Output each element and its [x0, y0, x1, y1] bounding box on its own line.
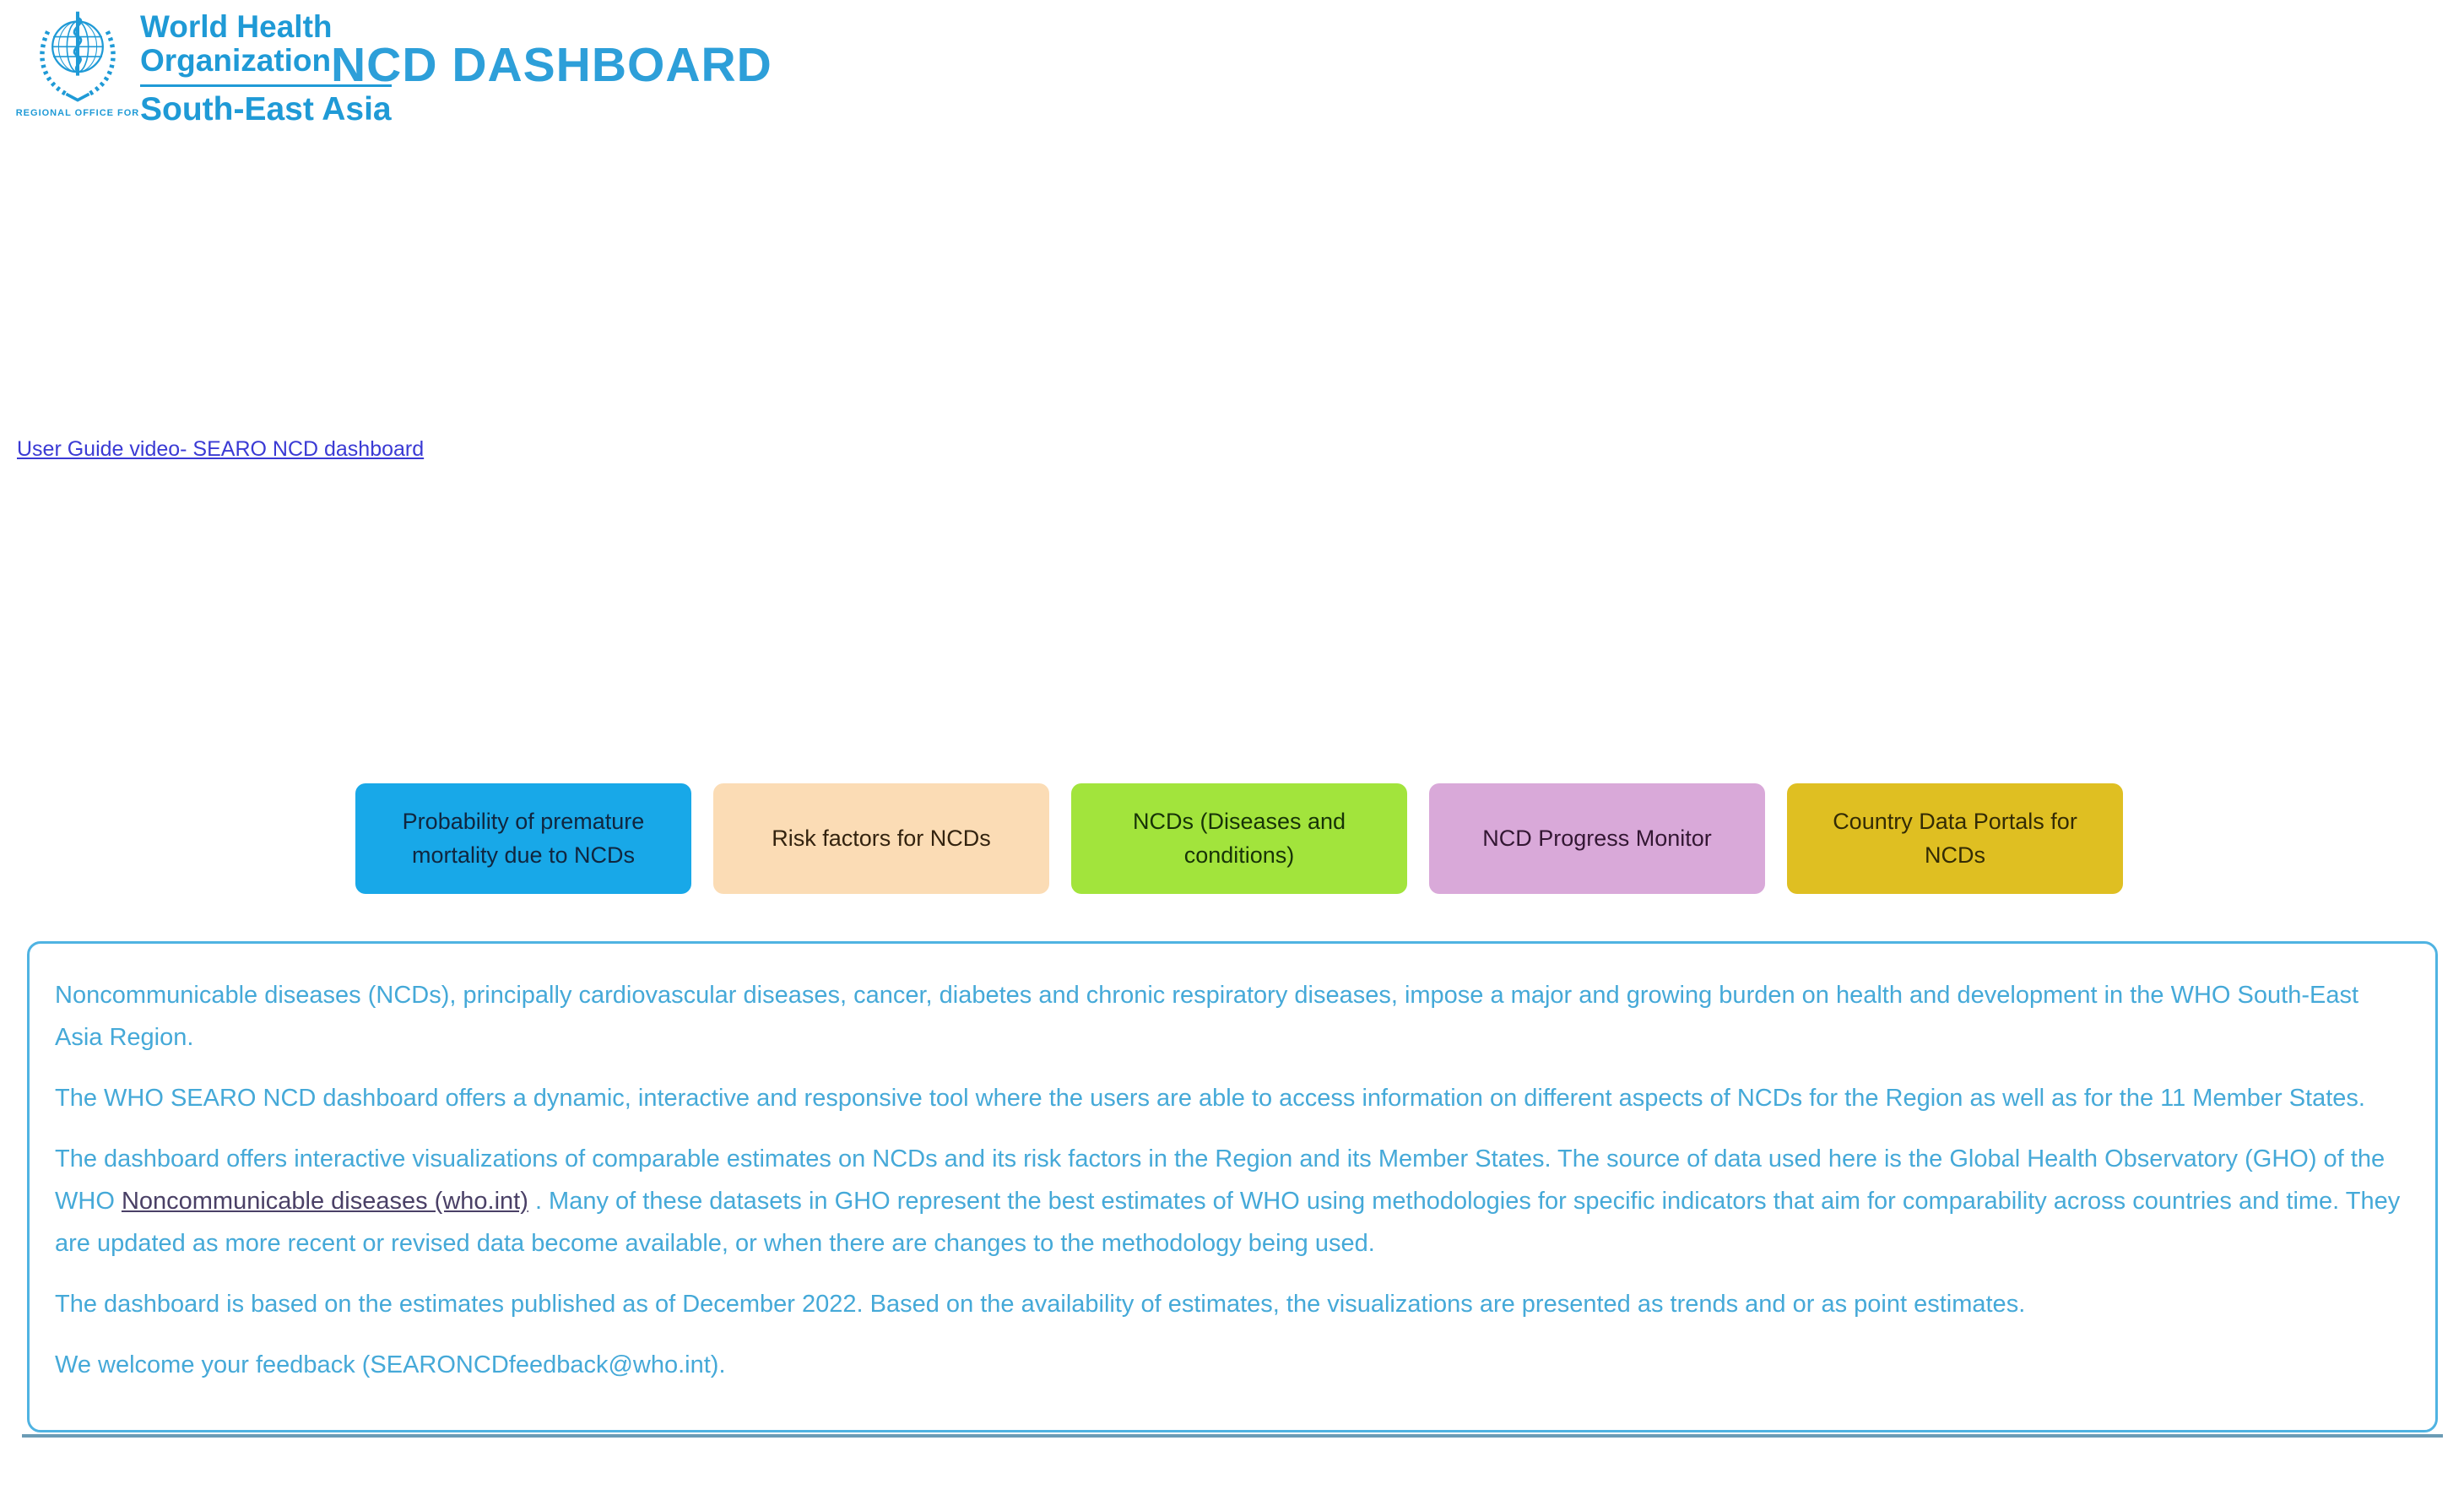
page-title: NCD DASHBOARD [331, 38, 772, 92]
description-paragraph-3 [55, 1138, 2410, 1264]
description-paragraph-4: The dashboard is based on the estimates published as of December 2022. Based on the availability of estimates, the visualizations are presented as trends and or as point estimates. [55, 1291, 2026, 1318]
tab-ncd-diseases-conditions[interactable]: NCDs (Diseases and conditions) [1071, 783, 1407, 894]
tab-ncd-progress-monitor[interactable]: NCD Progress Monitor [1429, 783, 1765, 894]
tab-premature-mortality[interactable]: Probability of premature mortality due to NCDs [355, 783, 691, 894]
description-paragraph-3-after: . Many of these datasets in GHO represent the best estimates of WHO using methodologies for specific indicators that aim for comparability across countries and time. They are updated as more recent or revised data become available, or when there are changes to the methodology being used. [55, 1188, 2401, 1257]
regional-office-label: REGIONAL OFFICE FOR [15, 108, 140, 118]
tab-country-data-portals[interactable]: Country Data Portals for NCDs [1787, 783, 2123, 894]
who-emblem [15, 10, 140, 118]
description-paragraph-3-before: The dashboard offers interactive visualizations of comparable estimates on NCDs and its risk factors in the Region and its Member States. The source of data used here is the Global Health Observatory (GHO) of the WHO [55, 1145, 2385, 1215]
description-paragraph-5: We welcome your feedback (SEARONCDfeedback@who.int). [55, 1351, 726, 1378]
description-paragraph-2: The WHO SEARO NCD dashboard offers a dynamic, interactive and responsive tool where the users are able to access information on different aspects of NCDs for the Region as well as for the 11 Member States. [55, 1085, 2365, 1112]
dashboard-description-box [27, 941, 2438, 1432]
who-region-label: South-East Asia [140, 91, 392, 127]
description-paragraph-1: Noncommunicable diseases (NCDs), principally cardiovascular diseases, cancer, diabetes and chronic respiratory diseases, impose a major and growing burden on health and development in the WHO South-East Asia Region. [55, 982, 2359, 1051]
noncommunicable-diseases-link[interactable]: Noncommunicable diseases (who.int) [121, 1188, 528, 1215]
dashboard-nav-buttons [355, 783, 2123, 894]
user-guide-video-link[interactable]: User Guide video- SEARO NCD dashboard [17, 437, 425, 461]
who-emblem-icon [35, 10, 120, 105]
bottom-divider [22, 1434, 2443, 1438]
tab-risk-factors[interactable]: Risk factors for NCDs [713, 783, 1049, 894]
who-name-line2: Organization [140, 43, 332, 78]
who-name-line1: World Health [140, 9, 333, 44]
